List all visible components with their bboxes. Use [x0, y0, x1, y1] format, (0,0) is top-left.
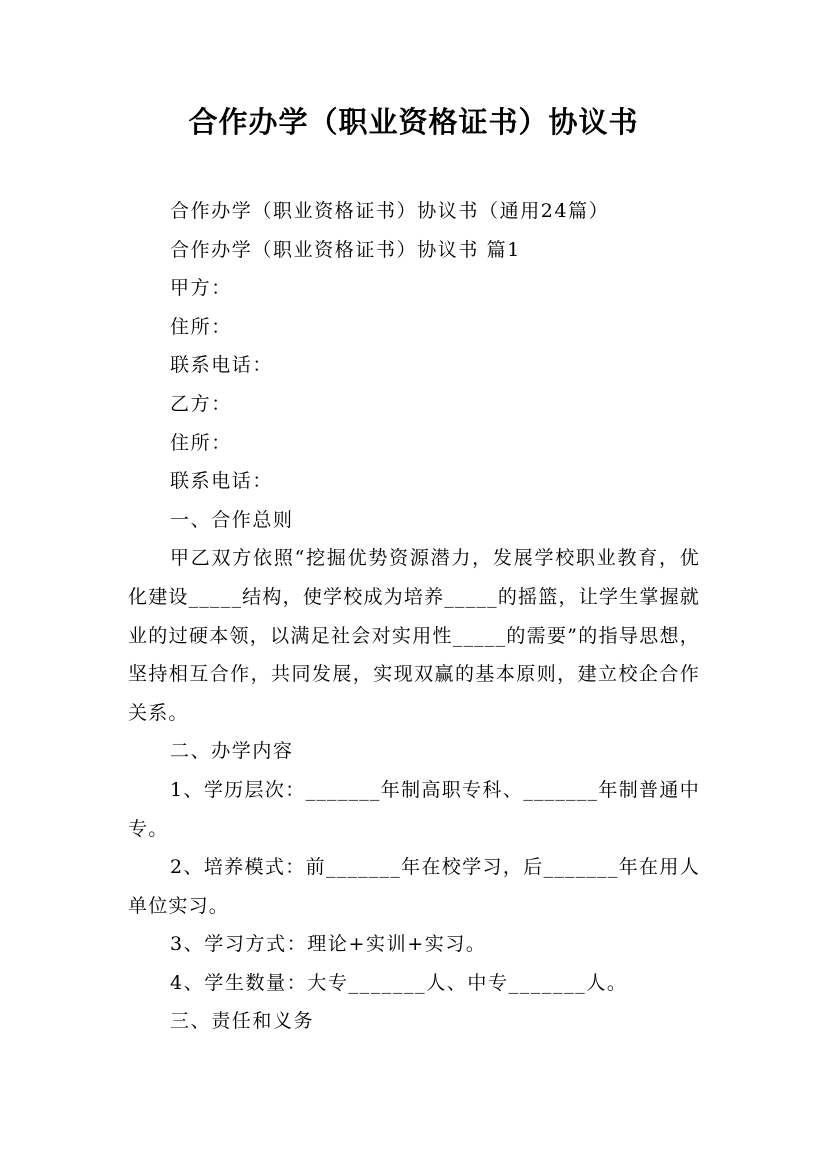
- item-education-level: 1、学历层次：_______年制高职专科、_______年制普通中专。: [128, 778, 700, 840]
- party-b-label: 乙方：: [170, 392, 232, 415]
- section-2-heading: 二、办学内容: [170, 740, 294, 763]
- chapter-heading: 合作办学（职业资格证书）协议书 篇1: [170, 238, 521, 261]
- item-study-method: 3、学习方式：理论+实训+实习。: [170, 933, 487, 956]
- section-1-heading: 一、合作总则: [170, 508, 294, 531]
- section-3-heading: 三、责任和义务: [170, 1010, 315, 1033]
- document-body: [128, 192, 700, 1041]
- subtitle-line: 合作办学（职业资格证书）协议书（通用24篇）: [170, 200, 610, 222]
- party-a-phone-label: 联系电话：: [170, 354, 274, 377]
- party-b-address-label: 住所：: [170, 431, 232, 454]
- item-student-count: 4、学生数量：大专_______人、中专_______人。: [170, 971, 628, 994]
- party-a-label: 甲方：: [170, 277, 232, 300]
- document-title: 合作办学（职业资格证书）协议书: [188, 105, 639, 139]
- principle-paragraph: 甲乙双方依照“挖掘优势资源潜力，发展学校职业教育，优化建设_____结构，使学校成为培养_____的摇篮，让学生掌握就业的过硬本领，以满足社会对实用性_____的需要”的指导思想，坚持相互合作，共同发展，实现双赢的基本原则，建立校企合作关系。: [128, 547, 700, 724]
- party-b-phone-label: 联系电话：: [170, 470, 274, 493]
- item-training-mode: 2、培养模式：前_______年在校学习，后_______年在用人单位实习。: [128, 856, 700, 917]
- party-a-address-label: 住所：: [170, 315, 232, 338]
